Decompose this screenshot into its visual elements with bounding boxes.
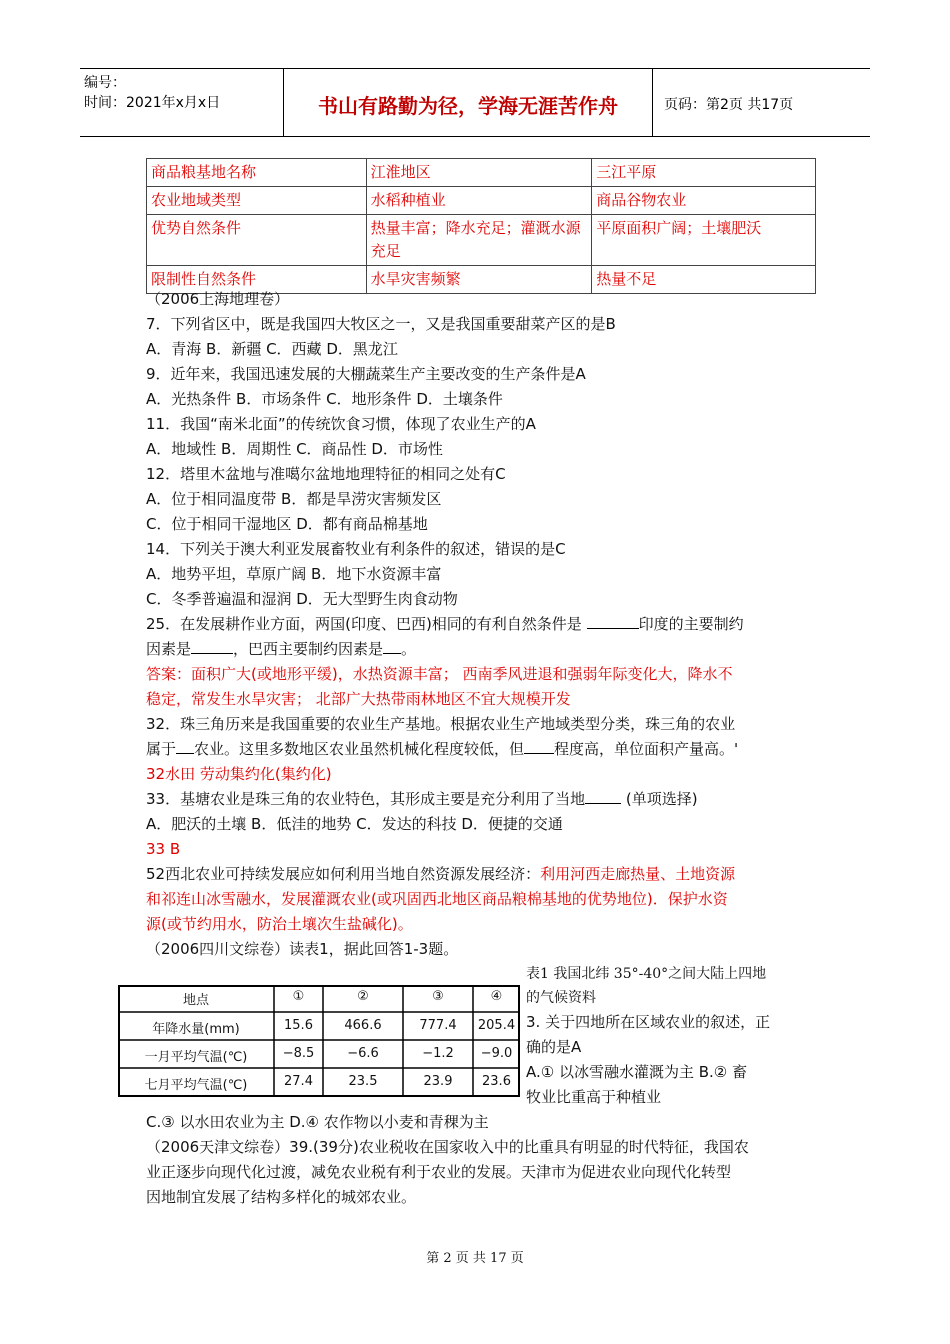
answer-text: 和祁连山冰雪融水，发展灌溉农业(或巩固西北地区商品粮棉基地的优势地位)．保护水资 — [146, 890, 728, 908]
question-text-part: 。 — [401, 640, 417, 658]
question-text — [146, 612, 816, 637]
table-cell: 农业地域类型 — [147, 187, 367, 215]
question-text: 因地制宜发展了结构多样化的城郊农业。 — [146, 1188, 417, 1206]
fill-blank — [524, 739, 554, 754]
table-row — [147, 187, 816, 215]
table-header-cell: ② — [357, 989, 369, 1004]
question-text: 9．近年来，我国迅速发展的大棚蔬菜生产主要改变的生产条件是A — [146, 365, 586, 383]
answer-options: C.③ 以水田农业为主 D.④ 农作物以小麦和青稞为主 — [146, 1113, 489, 1131]
answer-text: 32水田 劳动集约化(集约化) — [146, 765, 332, 783]
table-cell: 优势自然条件 — [147, 215, 367, 266]
question-text: 业正逐步向现代化过渡，减免农业税有利于农业的发展。天津市为促进农业向现代化转型 — [146, 1163, 732, 1181]
question-text-part: 程度高，单位面积产量高。' — [554, 740, 739, 758]
header-bottom-rule — [80, 136, 870, 137]
question-text-part: 印度的主要制约 — [638, 615, 744, 633]
table-caption-line: 表1 我国北纬 35°-40°之间大陆上四地 — [526, 966, 767, 982]
question-text: 14．下列关于澳大利亚发展畜牧业有利条件的叙述，错误的是C — [146, 540, 566, 558]
question-text: 7．下列省区中，既是我国四大牧区之一，又是我国重要甜菜产区的是B — [146, 315, 616, 333]
question-text: 11．我国“南米北面”的传统饮食习惯，体现了农业生产的A — [146, 415, 536, 433]
question-text-part: ，巴西主要制约因素是 — [233, 640, 384, 658]
table-cell: 27.4 — [284, 1074, 313, 1089]
table-cell: 205.4 — [477, 1018, 516, 1033]
question-text — [146, 637, 816, 662]
question-text-part: 属于 — [146, 740, 177, 758]
answer-options: A．光热条件 B．市场条件 C．地形条件 D．土壤条件 — [146, 390, 503, 408]
question-text — [146, 737, 816, 762]
table-header-cell: ③ — [432, 989, 444, 1004]
table-caption-line: 的气候资料 — [526, 990, 596, 1006]
fill-blank — [191, 639, 233, 654]
source-note: （2006四川文综卷）读表1，据此回答1-3题。 — [146, 940, 459, 958]
answer-options: C．位于相同干湿地区 D．都有商品棉基地 — [146, 515, 428, 533]
header-top-rule — [80, 68, 870, 69]
table-cell: −9.0 — [480, 1046, 513, 1061]
question-text-part: 33．基塘农业是珠三角的农业特色，其形成主要是充分利用了当地 — [146, 790, 586, 808]
answer-options: A．地域性 B．周期性 C．商品性 D．市场性 — [146, 440, 443, 458]
doc-number-label: 编号： — [84, 75, 126, 91]
climate-table — [118, 985, 520, 1097]
table-cell: 七月平均气温(℃) — [144, 1078, 248, 1093]
answer-options: A.① 以冰雪融水灌溉为主 B.② 畜 — [526, 1063, 748, 1081]
page-footer: 第 2 页 共 17 页 — [426, 1251, 524, 1266]
table-header-cell: 地点 — [182, 993, 209, 1008]
table-caption — [526, 962, 826, 1010]
table-cell: 平原面积广阔；土壤肥沃 — [592, 215, 816, 266]
page-indicator: 页码：第2页 共17页 — [664, 97, 794, 113]
answer-text: 稳定，常发生水旱灾害； 北部广大热带雨林地区不宜大规模开发 — [146, 690, 571, 708]
answer-text: 答案：面积广大(或地形平缓)，水热资源丰富； 西南季风进退和强弱年际变化大，降水不 — [146, 665, 733, 683]
header-divider-right — [652, 68, 653, 136]
question-text: 32．珠三角历来是我国重要的农业生产基地。根据农业生产地域类型分类，珠三角的农业 — [146, 715, 736, 733]
table-cell: 水稻种植业 — [366, 187, 592, 215]
table-cell: 23.6 — [482, 1074, 511, 1089]
question-text: 确的是A — [526, 1038, 582, 1056]
table-cell: 一月平均气温(℃) — [144, 1050, 248, 1065]
question-text-part: 25．在发展耕作业方面，两国(印度、巴西)相同的有利自然条件是 — [146, 615, 587, 633]
table-cell: 23.9 — [423, 1074, 453, 1089]
table-cell: 热量不足 — [592, 266, 816, 294]
table-header-cell: ① — [292, 989, 305, 1004]
question-text-part: 52西北农业可持续发展应如何利用当地自然资源发展经济： — [146, 865, 541, 883]
source-note: （2006上海地理卷） — [146, 290, 290, 308]
grain-base-table — [146, 158, 816, 294]
header-motto: 书山有路勤为径，学海无涯苦作舟 — [318, 94, 618, 118]
table-row — [147, 215, 816, 266]
table-cell: 水旱灾害频繁 — [366, 266, 592, 294]
table-cell: 15.6 — [284, 1018, 313, 1033]
answer-options: A．地势平坦，草原广阔 B．地下水资源丰富 — [146, 565, 442, 583]
answer-text: 源(或节约用水，防治土壤次生盐碱化)。 — [146, 915, 413, 933]
answer-text: 利用河西走廊热量、土地资源 — [540, 865, 736, 883]
fill-blank — [176, 739, 194, 754]
fill-blank — [383, 639, 401, 654]
question-text-part: 因素是 — [146, 640, 192, 658]
table-cell: 江淮地区 — [366, 159, 592, 187]
table-cell: 商品谷物农业 — [592, 187, 816, 215]
table-cell: 热量丰富；降水充足；灌溉水源充足 — [366, 215, 592, 266]
answer-text: 33 B — [146, 840, 181, 858]
table-cell: 三江平原 — [592, 159, 816, 187]
fill-blank — [587, 614, 639, 629]
table-cell: 777.4 — [419, 1018, 457, 1033]
table-cell: −6.6 — [347, 1046, 379, 1061]
question-text: （2006天津文综卷）39.(39分)农业税收在国家收入中的比重具有明显的时代特征，我国农 — [146, 1138, 749, 1156]
question-text-part: 农业。这里多数地区农业虽然机械化程度较低，但 — [194, 740, 525, 758]
table-cell: 466.6 — [344, 1018, 382, 1033]
doc-time-label: 时间：2021年x月x日 — [84, 95, 221, 111]
table-cell: 23.5 — [348, 1074, 378, 1089]
answer-options: A．位于相同温度带 B．都是旱涝灾害频发区 — [146, 490, 442, 508]
fill-blank — [585, 789, 621, 804]
table-cell: 限制性自然条件 — [147, 266, 367, 294]
answer-options: 牧业比重高于种植业 — [526, 1088, 662, 1106]
question-text — [146, 862, 816, 887]
answer-options: A．青海 B．新疆 C．西藏 D．黑龙江 — [146, 340, 398, 358]
table-row — [147, 159, 816, 187]
question-text: 3. 关于四地所在区域农业的叙述，正 — [526, 1013, 771, 1031]
table-cell: −8.5 — [282, 1046, 315, 1061]
answer-options: C．冬季普遍温和湿润 D．无大型野生肉食动物 — [146, 590, 458, 608]
question-text-part: (单项选择) — [621, 790, 698, 808]
table-cell: −1.2 — [422, 1046, 454, 1061]
table-header-cell: ④ — [490, 989, 503, 1004]
question-text — [146, 787, 816, 812]
table-cell: 年降水量(mm) — [152, 1022, 240, 1037]
table-cell: 商品粮基地名称 — [147, 159, 367, 187]
question-text: 12．塔里木盆地与准噶尔盆地地理特征的相同之处有C — [146, 465, 506, 483]
answer-options: A．肥沃的土壤 B．低洼的地势 C．发达的科技 D．便捷的交通 — [146, 815, 563, 833]
